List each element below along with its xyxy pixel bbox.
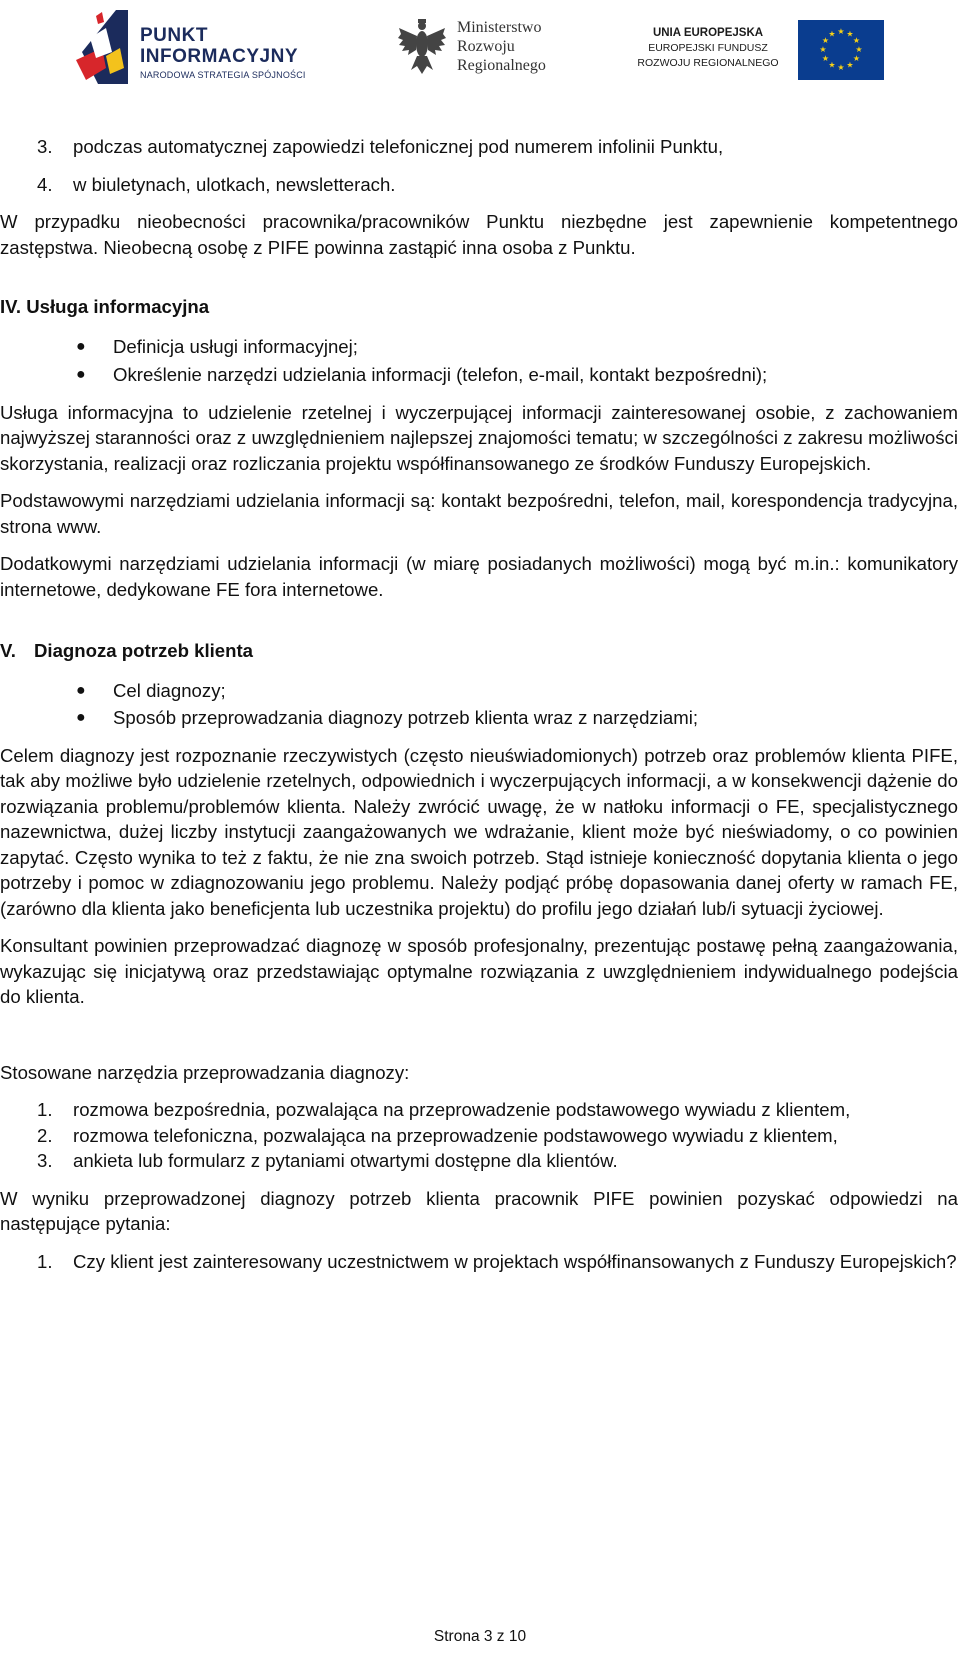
- svg-text:★: ★: [821, 36, 830, 45]
- list-item: 4. w biuletynach, ulotkach, newsletterach.: [37, 173, 396, 195]
- punkt-logo-line2: INFORMACYJNY: [140, 46, 299, 67]
- punkt-logo-line3: NARODOWA STRATEGIA SPÓJNOŚCI: [140, 70, 306, 80]
- bullet-icon: ●: [76, 681, 86, 699]
- list-item: 1. rozmowa bezpośrednia, pozwalająca na przeprowadzenie podstawowego wywiadu z klientem,: [37, 1099, 851, 1120]
- punkt-informacyjny-logo: [76, 8, 366, 86]
- channels-list: [0, 134, 958, 197]
- bullet-icon: ●: [76, 709, 86, 726]
- eu-logo: [628, 18, 884, 82]
- eu-logo-line2: EUROPEJSKI FUNDUSZ: [648, 42, 768, 54]
- ministry-logo: [397, 18, 577, 82]
- bullet-icon: ●: [76, 366, 86, 383]
- bullet-item: ● Sposób przeprowadzania diagnozy potrzeb klienta wraz z narzędziami;: [0, 705, 958, 731]
- section-iv-bullets: [0, 334, 958, 388]
- eu-logo-line3: ROZWOJU REGIONALNEGO: [637, 57, 779, 69]
- section-heading-iv: IV. Usługa informacyjna: [0, 296, 210, 317]
- ministry-line3: Regionalnego: [457, 57, 546, 74]
- eagle-emblem-icon: [397, 18, 447, 78]
- document-body: [0, 134, 958, 1274]
- paragraph: Celem diagnozy jest rozpoznanie rzeczywistych (często nieuświadomionych) potrzeb oraz problemów klienta PIFE, tak aby możliwe było udzielenie rzetelnych, odpowiednich i wyczerpujących informacji, a w konsekwencji dążenie do rozwiązania problemu/problemów klienta. Należy zwrócić uwagę, że w natłoku informacji o FE, specjalistycznego nazewnictwa, dużej liczby instytucji zaangażowanych we wdrażanie, klient może być nieświadomy, o co powinien zapytać. Często wynika to też z faktu, że nie zna swoich potrzeb. Stąd istnieje konieczność dopytania klienta o jego potrzeby i pomoc w zdiagnozowaniu jego problemu. Należy podjąć próbę dopasowania danej oferty w ramach FE, (zarówno dla klienta jako beneficjenta lub uczestnika projektu) do profilu jego działań lub/i sytuacji życiowej.: [0, 744, 958, 919]
- bullet-item: ● Cel diagnozy;: [0, 678, 958, 704]
- ministry-line1: Ministerstwo: [457, 19, 542, 36]
- list-item: 3. ankieta lub formularz z pytaniami otwartymi dostępne dla klientów.: [37, 1150, 618, 1171]
- list-item: 3. podczas automatycznej zapowiedzi telefonicznej pod numerem infolinii Punktu,: [37, 136, 724, 157]
- list-item: 2. rozmowa telefoniczna, pozwalająca na przeprowadzenie podstawowego wywiadu z klientem,: [37, 1124, 838, 1146]
- svg-text:★: ★: [852, 36, 861, 45]
- questions-intro: W wyniku przeprowadzonej diagnozy potrzeb klienta pracownik PIFE powinien pozyskać odpowiedzi na następujące pytania:: [0, 1187, 958, 1234]
- section-heading-v: V. Diagnoza potrzeb klienta: [0, 640, 254, 661]
- svg-text:★: ★: [846, 29, 854, 39]
- tools-list: [0, 1097, 958, 1174]
- bullet-item: ● Określenie narzędzi udzielania informacji (telefon, e-mail, kontakt bezpośredni);: [0, 362, 958, 388]
- page-number: Strona 3 z 10: [433, 1628, 527, 1645]
- svg-text:★: ★: [852, 54, 861, 63]
- svg-text:★: ★: [828, 60, 836, 70]
- list-item: 1. Czy klient jest zainteresowany uczestnictwem w projektach współfinansowanych z Funduszy Europejskich?: [37, 1250, 957, 1272]
- paragraph: Dodatkowymi narzędziami udzielania informacji (w miarę posiadanych możliwości) mogą być m.in.: komunikatory internetowe, dedykowane FE fora internetowe.: [0, 553, 958, 600]
- punkt-logo-line1: PUNKT: [140, 25, 208, 46]
- bullet-item: ● Definicja usługi informacyjnej;: [0, 334, 958, 360]
- absence-paragraph: W przypadku nieobecności pracownika/pracowników Punktu niezbędne jest zapewnienie kompetentnego zastępstwa. Nieobecną osobę z PIFE powinna zastąpić inna osoba z Punktu.: [0, 211, 958, 258]
- svg-text:★: ★: [821, 54, 830, 63]
- section-v-bullets: [0, 678, 958, 731]
- svg-text:★: ★: [837, 63, 845, 72]
- svg-text:★: ★: [855, 45, 863, 54]
- tools-intro: Stosowane narzędzia przeprowadzania diagnozy:: [0, 1061, 410, 1083]
- svg-text:★: ★: [828, 29, 836, 39]
- ministry-line2: Rozwoju: [457, 38, 515, 55]
- punkt-logo-icon: [76, 8, 136, 86]
- bullet-icon: ●: [76, 337, 86, 355]
- svg-text:★: ★: [819, 45, 827, 54]
- eu-flag-icon: [798, 20, 884, 80]
- svg-text:★: ★: [837, 27, 845, 36]
- paragraph: Konsultant powinien przeprowadzać diagnozę w sposób profesjonalny, prezentując postawę pełną zaangażowania, wykazując się inicjatywą oraz przedstawiając optymalne rozwiązania z uwzględnieniem indywidualnego podejścia do klienta.: [0, 935, 958, 1007]
- paragraph: Usługa informacyjna to udzielenie rzetelnej i wyczerpującej informacji zainteresowanej osobie, z zachowaniem najwyższej staranności oraz z uwzględnieniem najlepszej znajomości tematu; w szczególności z zakresu możliwości skorzystania, realizacji oraz rozliczania projektu współfinansowanego ze środków Funduszy Europejskich.: [0, 401, 958, 474]
- questions-list: [0, 1249, 958, 1275]
- svg-text:★: ★: [846, 60, 854, 70]
- header-logos: [0, 6, 960, 88]
- paragraph: Podstawowymi narzędziami udzielania informacji są: kontakt bezpośredni, telefon, mail, korespondencja tradycyjna, strona www.: [0, 490, 958, 537]
- eu-logo-line1: UNIA EUROPEJSKA: [652, 27, 764, 39]
